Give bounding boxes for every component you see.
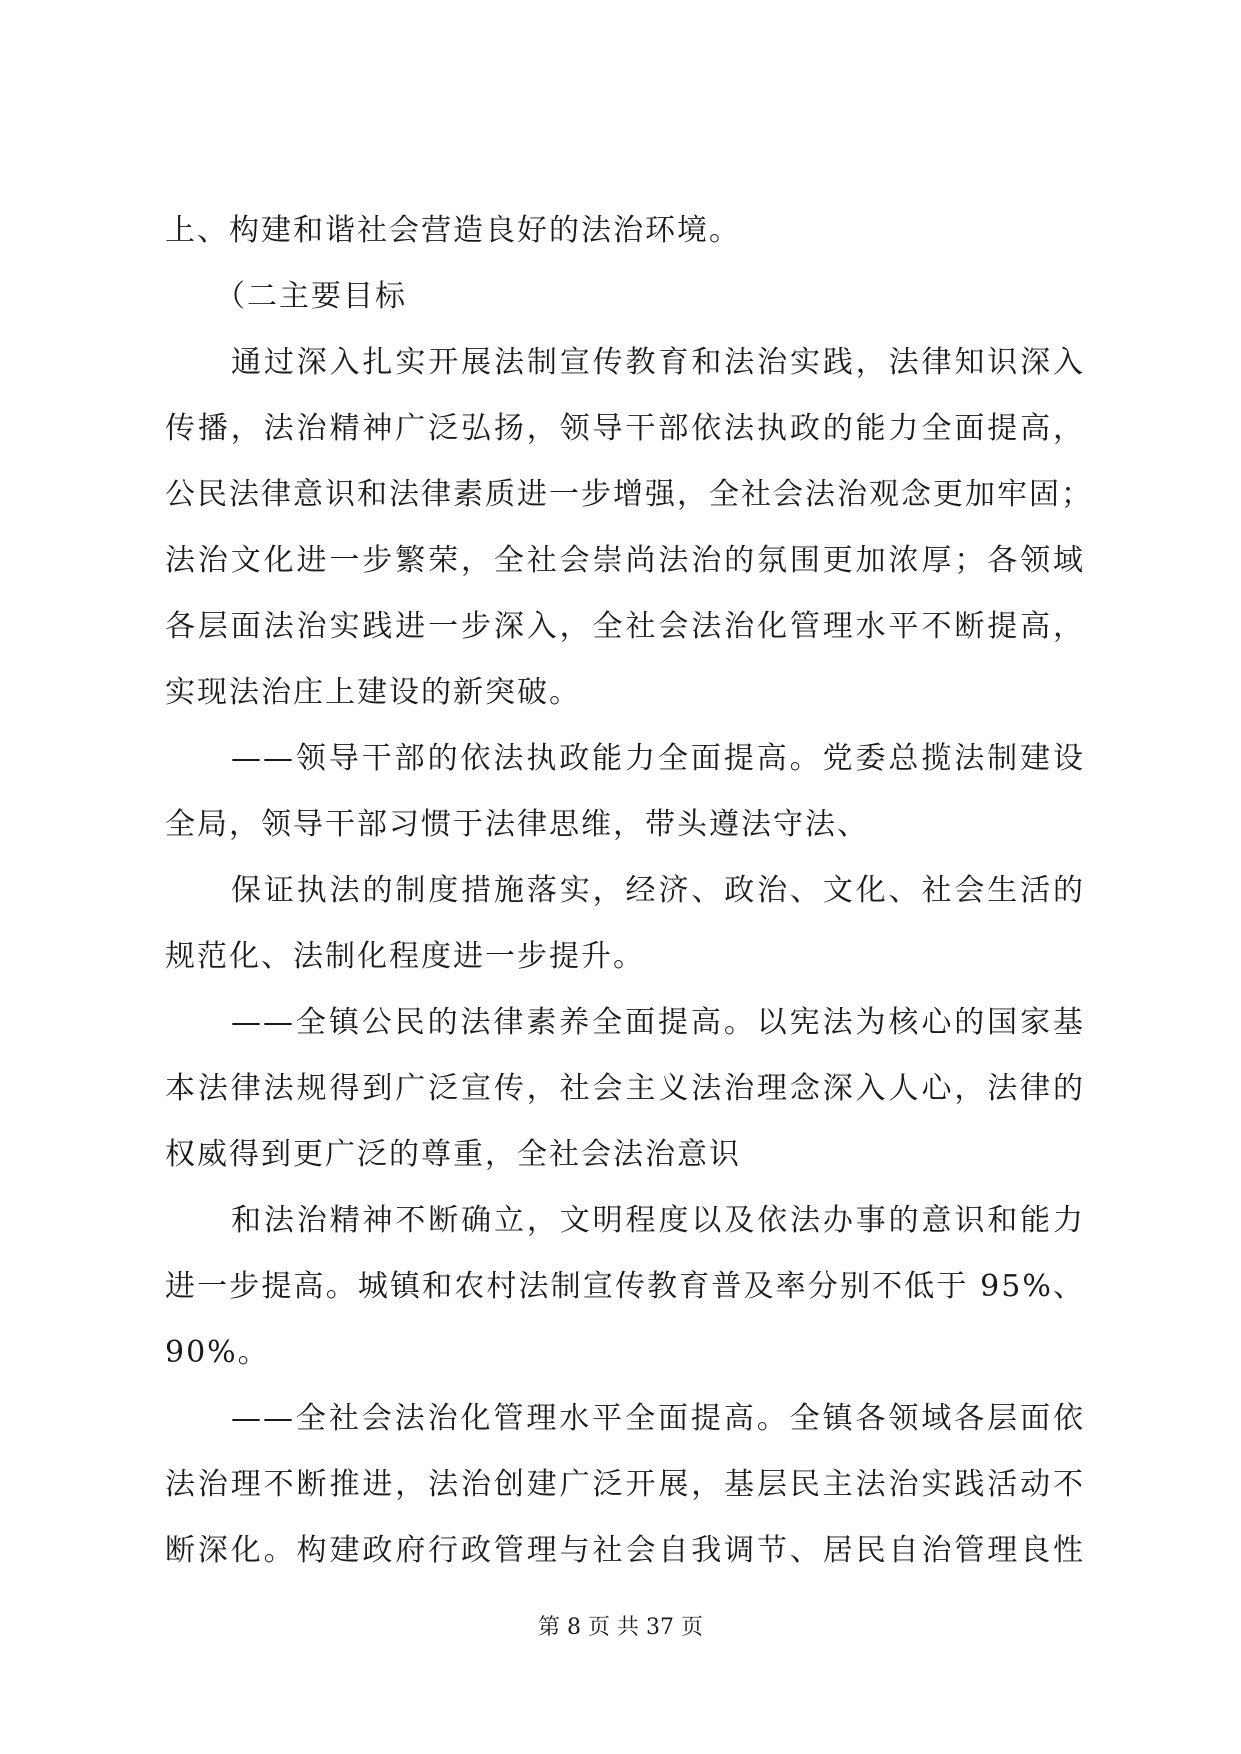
paragraph-line: 90%。 [165,1335,270,1370]
document-body [165,198,1093,1584]
paragraph-line: 权威得到更广泛的尊重，全社会法治意识 [165,1137,741,1172]
paragraph-line: 规范化、法制化程度进一步提升。 [165,939,645,974]
paragraph-line: 公民法律意识和法律素质进一步增强，全社会法治观念更加牢固； [165,477,1093,512]
paragraph-line: 法治文化进一步繁荣，全社会崇尚法治的氛围更加浓厚；各领域 [165,543,1085,578]
paragraph-line: 本法律法规得到广泛宣传，社会主义法治理念深入人心，法律的 [165,1071,1085,1106]
paragraph-line: 通过深入扎实开展法制宣传教育和法治实践，法律知识深入 [231,345,1085,380]
paragraph-line: 法治理不断推进，法治创建广泛开展，基层民主法治实践活动不 [165,1467,1085,1502]
section-heading: （二主要目标 [215,279,407,314]
paragraph-line: 各层面法治实践进一步深入，全社会法治化管理水平不断提高， [165,609,1085,644]
paragraph-line: ——领导干部的依法执政能力全面提高。党委总揽法制建设 [231,741,1085,776]
paragraph-line: 实现法治庄上建设的新突破。 [165,675,581,710]
paragraph-line: 断深化。构建政府行政管理与社会自我调节、居民自治管理良性 [165,1533,1085,1568]
paragraph-line: 和法治精神不断确立，文明程度以及依法办事的意识和能力 [231,1203,1085,1238]
page-footer: 第 8 页 共 37 页 [538,1615,703,1640]
paragraph-line: ——全社会法治化管理水平全面提高。全镇各领域各层面依 [231,1401,1085,1436]
paragraph-line: ——全镇公民的法律素养全面提高。以宪法为核心的国家基 [231,1005,1085,1040]
paragraph-line: 全局，领导干部习惯于法律思维，带头遵法守法、 [165,807,869,842]
paragraph-line: 传播，法治精神广泛弘扬，领导干部依法执政的能力全面提高， [165,411,1085,446]
paragraph-line: 上、构建和谐社会营造良好的法治环境。 [165,213,741,248]
paragraph-line: 保证执法的制度措施落实，经济、政治、文化、社会生活的 [231,873,1085,908]
paragraph-line: 进一步提高。城镇和农村法制宣传教育普及率分别不低于 95%、 [165,1269,1085,1304]
